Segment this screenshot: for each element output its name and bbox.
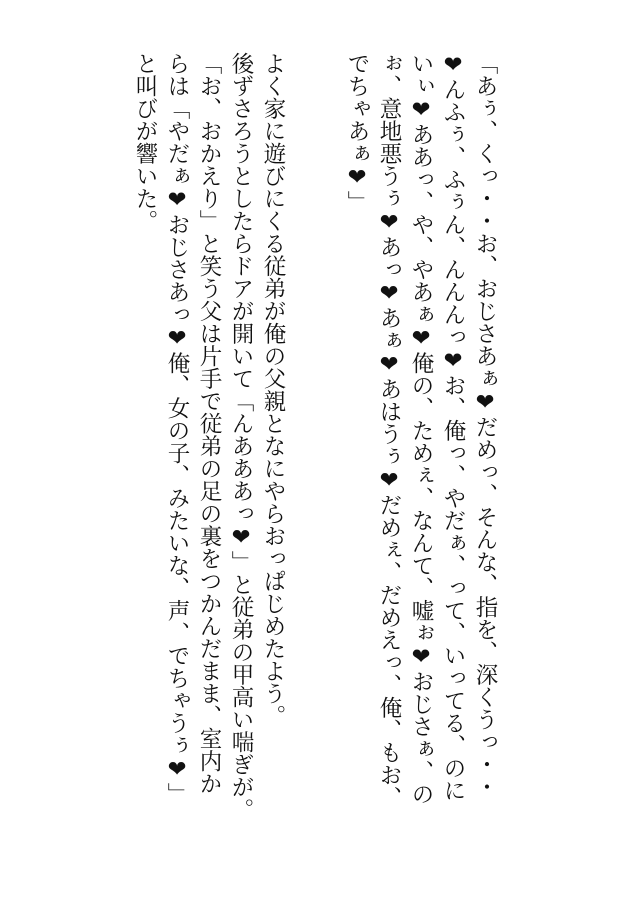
text-column-5: でちゃあぁ❤」 xyxy=(344,52,370,213)
text-column-2: ❤んふぅ、ふぅん、んんんっ❤お、俺っ、やだぁ、って、いってる、のに xyxy=(440,52,466,802)
text-column-4: ぉ、意地悪うぅ❤あっ❤あぁ❤あはうぅ❤だめぇ、だめえっ、俺、もお、 xyxy=(376,52,402,809)
text-column-3: いぃ❤ああっ、や、やあぁ❤俺の、ためぇ、なんて、嘘ぉ❤おじさぁ、の xyxy=(408,52,434,805)
text-column-6: よく家に遊びにくる従弟が俺の父親となにやらおっぱじめたよう。 xyxy=(260,52,286,727)
text-column-8: 「お、おかえり」と笑う父は片手で従弟の足の裏をつかんだまま、室内か xyxy=(196,52,222,795)
text-column-1: 「あぅ、くっ・・お、おじさあぁ❤だめっ、そんな、指を、深くうっ・・ xyxy=(472,52,498,798)
text-column-9: らは「やだぁ❤おじさあっ❤俺、女の子、みたいな、声、でちゃうぅ❤」 xyxy=(164,52,190,805)
text-column-7: 後ずさろうとしたらドアが開いて「んあああっ❤」と従弟の甲高い喘ぎが。 xyxy=(228,52,254,821)
text-column-10: と叫びが響いた。 xyxy=(132,52,158,232)
